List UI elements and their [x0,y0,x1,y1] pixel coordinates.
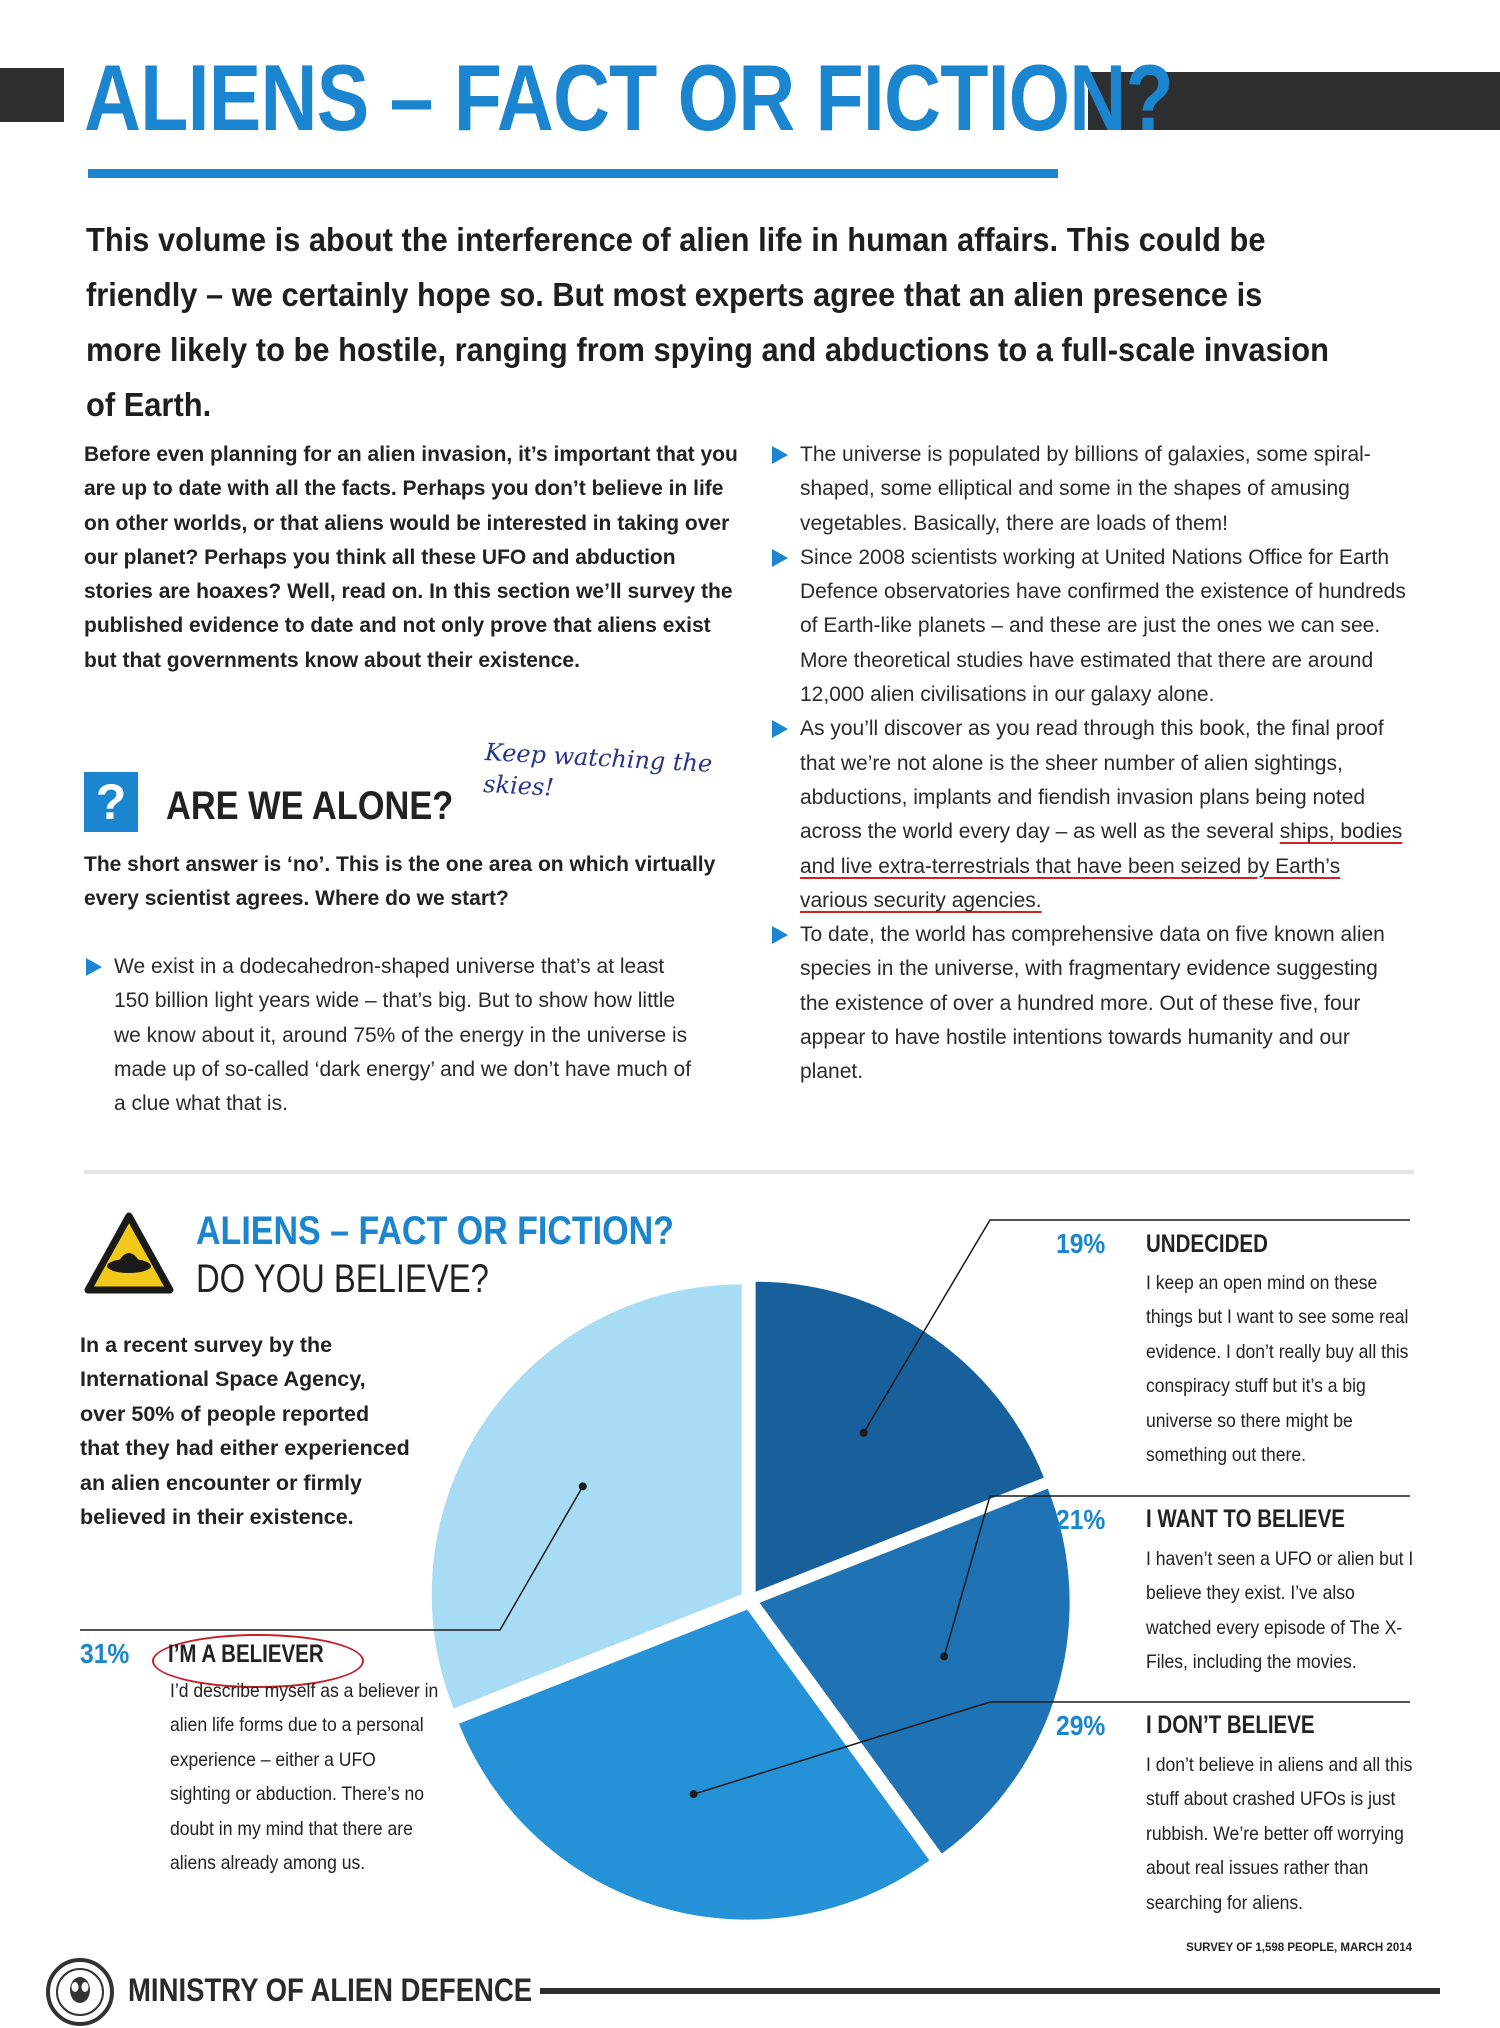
ministry-seal-icon [44,1956,116,2028]
pie-category-description: I’d describe myself as a believer in alien life forms due to a personal experience – either a UFO sighting or abduction. There’s no doubt in my mind that there are aliens already among us. [170,1680,439,1875]
footer-org-name: MINISTRY OF ALIEN DEFENCE [128,1972,533,2008]
triangle-bullet-icon [772,926,788,944]
footer-rule [540,1988,1440,1994]
title-underline [88,169,1058,178]
pie-category-label: I DON’T BELIEVE [1146,1711,1315,1739]
triangle-bullet-icon [772,446,788,464]
pie-leader-dot [940,1652,948,1660]
triangle-bullet-icon [772,549,788,567]
pie-leader-dot [579,1482,587,1490]
pie-category-label: I WANT TO BELIEVE [1146,1505,1345,1533]
survey-subtitle: DO YOU BELIEVE? [196,1257,489,1301]
pie-category-label: UNDECIDED [1146,1230,1268,1258]
pie-category-description: I keep an open mind on these things but I want to see some real evidence. I don’t really buy all this conspiracy stuff but it’s a big universe so there might be something out there. [1146,1272,1409,1467]
pie-value-label: 21% [1056,1504,1106,1535]
pie-leader-dot [860,1429,868,1437]
pie-value-label: 31% [80,1638,130,1669]
list-item [770,438,1410,541]
intro-paragraph: This volume is about the interference of alien life in human affairs. This could be friendly – we certainly hope so. But most experts agree that an alien presence is more likely to be hostile, ranging from spying and abductions to a full-scale invasion of Earth. [86,221,1329,423]
pie-value-label: 29% [1056,1710,1106,1741]
bullet-text: The universe is populated by billions of galaxies, some spiral-shaped, some elliptical and some in the shapes of amusing vegetables. Basically, there are loads of them! [800,443,1371,535]
page-title: ALIENS – FACT OR FICTION? [84,45,1173,150]
red-underlined-text: ships, bodies and live extra-terrestrials that have been seized by Earth’s various security agencies. [800,820,1403,912]
bullet-text: To date, the world has comprehensive data on five known alien species in the universe, with fragmentary evidence suggesting the existence of over a hundred more. Out of these five, four appear to have hostile intentions towards humanity and our planet. [800,923,1385,1084]
right-bullet-list [770,438,1410,1090]
header-bar-left [0,68,64,122]
list-item [770,712,1410,918]
pie-value-label: 19% [1056,1228,1106,1259]
survey-intro: In a recent survey by the International Space Agency, over 50% of people reported that they had either experienced an alien encounter or firmly believed in their existence. [80,1333,410,1530]
section-divider [84,1170,1414,1174]
lead-paragraph: Before even planning for an alien invasion, it’s important that you are up to date with all the facts. Perhaps you don’t believe in life on other worlds, or that aliens would be interested in taking over our planet? Perhaps you think all these UFO and abduction stories are hoaxes? Well, read on. In this section we’ll survey the published evidence to date and not only prove that aliens exist but that governments know about their existence. [84,443,738,672]
left-bullet-list [84,950,704,1121]
warning-triangle-ufo-icon [84,1212,174,1296]
short-answer: The short answer is ‘no’. This is the one area on which virtually every scientist agrees. Where do we start? [84,853,716,910]
list-item [84,950,704,1121]
bullet-text: We exist in a dodecahedron-shaped universe that’s at least 150 billion light years wide – that’s big. But to show how little we know about it, around 75% of the energy in the universe is made up of so-called ‘dark energy’ and we don’t have much of a clue what that is. [114,955,692,1116]
pie-leader-dot [690,1790,698,1798]
pie-category-label: I’M A BELIEVER [168,1640,324,1668]
bullet-text: As you’ll discover as you read through this book, the final proof that we’re not alone is the sheer number of alien sightings, abductions, implants and fiendish invasion plans being noted across the world every day – as well as the several [800,717,1384,844]
list-item [770,541,1410,712]
survey-footnote: SURVEY OF 1,598 PEOPLE, MARCH 2014 [1186,1942,1412,1954]
triangle-bullet-icon [86,958,102,976]
question-mark-icon: ? [84,772,138,832]
handwritten-note: Keep watching the skies! [482,738,713,802]
pie-category-description: I don’t believe in aliens and all this stuff about crashed UFOs is just rubbish. We’re better off worrying about real issues rather than searching for aliens. [1146,1754,1413,1914]
section-heading-are-we-alone: ARE WE ALONE? [166,784,454,828]
survey-title: ALIENS – FACT OR FICTION? [196,1209,674,1253]
pie-category-description: I haven’t seen a UFO or alien but I believe they exist. I’ve also watched every episode of The X-Files, including the movies. [1146,1548,1414,1674]
list-item [770,918,1410,1089]
triangle-bullet-icon [772,720,788,738]
bullet-text: Since 2008 scientists working at United Nations Office for Earth Defence observatories have confirmed the existence of hundreds of Earth-like planets – and these are just the ones we can see. More theoretical studies have estimated that there are around 12,000 alien civilisations in our galaxy alone. [800,545,1406,707]
pie-chart [400,1250,1100,1950]
